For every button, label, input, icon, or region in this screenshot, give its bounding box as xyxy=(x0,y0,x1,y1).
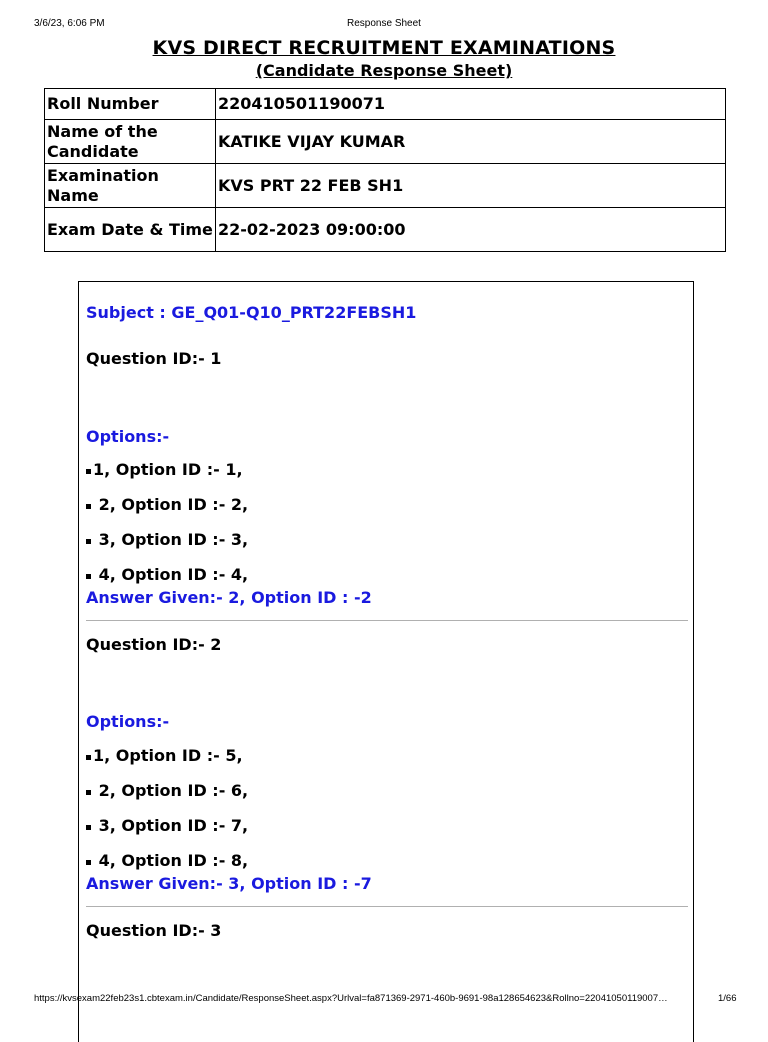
page-url: https://kvsexam22feb23s1.cbtexam.in/Candidate/ResponseSheet.aspx?Urlval=fa871369-2971-460b-9691-98a128654623&Rollno=22041050119007… xyxy=(34,993,668,1004)
option-item: 1, Option ID :- 5, xyxy=(86,746,243,765)
bullet-icon xyxy=(86,574,91,579)
exam-date-label: Exam Date & Time xyxy=(45,208,216,252)
print-datetime: 3/6/23, 6:06 PM xyxy=(34,18,105,29)
question-id: Question ID:- 2 xyxy=(86,635,222,654)
table-row xyxy=(45,120,726,164)
answer-given: Answer Given:- 3, Option ID : -7 xyxy=(86,874,372,893)
exam-name-value: KVS PRT 22 FEB SH1 xyxy=(216,164,726,208)
candidate-name-label: Name of the Candidate xyxy=(45,120,216,164)
option-item: 3, Option ID :- 3, xyxy=(86,530,248,549)
table-row xyxy=(45,164,726,208)
options-label: Options:- xyxy=(86,427,170,446)
print-header xyxy=(0,18,768,32)
page-title: KVS DIRECT RECRUITMENT EXAMINATIONS xyxy=(152,37,616,59)
subject-heading: Subject : GE_Q01-Q10_PRT22FEBSH1 xyxy=(86,303,417,322)
option-item: 4, Option ID :- 4, xyxy=(86,565,248,584)
table-row xyxy=(45,89,726,120)
table-row xyxy=(45,208,726,252)
answer-given: Answer Given:- 2, Option ID : -2 xyxy=(86,588,372,607)
bullet-icon xyxy=(86,825,91,830)
candidate-name-value: KATIKE VIJAY KUMAR xyxy=(216,120,726,164)
roll-number-value: 220410501190071 xyxy=(216,89,726,120)
page-subtitle: (Candidate Response Sheet) xyxy=(255,61,513,80)
bullet-icon xyxy=(86,469,91,474)
bullet-icon xyxy=(86,790,91,795)
print-title: Response Sheet xyxy=(347,18,421,29)
question-id: Question ID:- 3 xyxy=(86,921,222,940)
bullet-icon xyxy=(86,539,91,544)
candidate-info-table xyxy=(44,88,726,252)
bullet-icon xyxy=(86,504,91,509)
options-label: Options:- xyxy=(86,712,170,731)
option-item: 3, Option ID :- 7, xyxy=(86,816,248,835)
option-item: 2, Option ID :- 2, xyxy=(86,495,248,514)
option-item: 1, Option ID :- 1, xyxy=(86,460,243,479)
divider xyxy=(86,906,688,907)
option-item: 4, Option ID :- 8, xyxy=(86,851,248,870)
bullet-icon xyxy=(86,860,91,865)
divider xyxy=(86,620,688,621)
roll-number-label: Roll Number xyxy=(45,89,216,120)
question-id: Question ID:- 1 xyxy=(86,349,222,368)
option-item: 2, Option ID :- 6, xyxy=(86,781,248,800)
bullet-icon xyxy=(86,755,91,760)
exam-name-label: Examination Name xyxy=(45,164,216,208)
print-footer xyxy=(0,993,768,1007)
response-panel xyxy=(78,281,694,1042)
page-number: 1/66 xyxy=(718,993,737,1004)
exam-date-value: 22-02-2023 09:00:00 xyxy=(216,208,726,252)
